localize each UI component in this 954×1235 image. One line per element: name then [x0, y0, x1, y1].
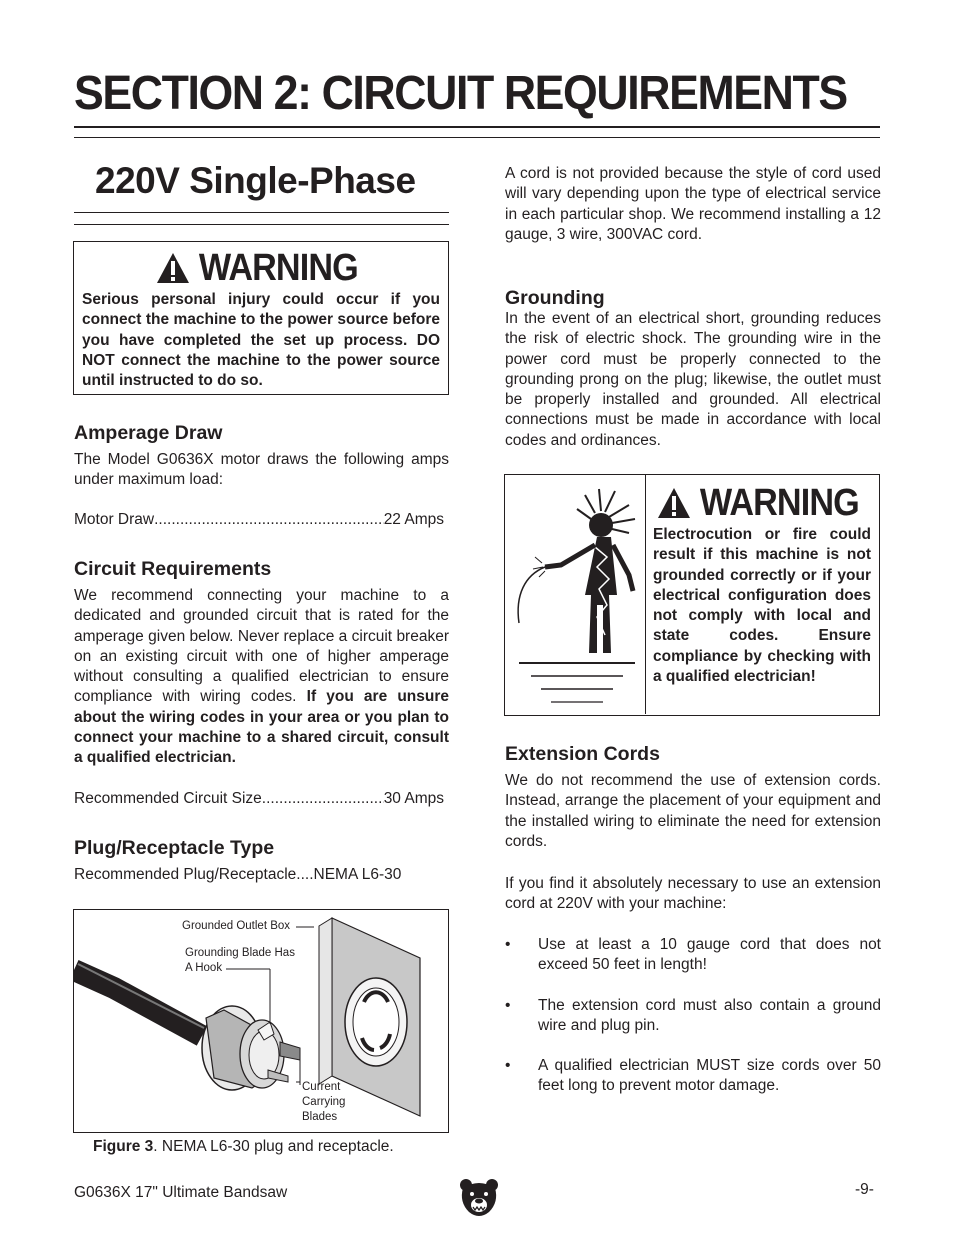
warning-box-setup: [73, 241, 449, 395]
figure-caption: [93, 1137, 394, 1157]
list-item: [505, 996, 881, 1037]
callout-grounded-outlet-box: Grounded Outlet Box: [182, 920, 291, 932]
page-number: -9-: [855, 1181, 874, 1198]
title-rule-bottom: [74, 137, 880, 138]
extension-heading: Extension Cords: [505, 743, 660, 765]
warning-triangle-icon: [156, 252, 190, 284]
callout-current-line3: Blades: [302, 1111, 338, 1123]
bullet-text: A qualified electrician MUST size cords over 50 feet long to prevent motor damage.: [538, 1057, 881, 1095]
electrocution-image-panel: [505, 475, 646, 714]
nema-plug-receptacle-illustration: [74, 910, 447, 1131]
grounding-heading: Grounding: [505, 287, 605, 309]
amperage-heading: Amperage Draw: [74, 422, 223, 444]
amperage-text: The Model G0636X motor draws the following amps under maximum load:: [74, 451, 449, 489]
subsection-rule-bottom: [74, 224, 449, 225]
warning-text: Serious personal injury could occur if you connect the machine to the power source before you have completed the set up process. DO NOT connect the machine to the power source until instructed to do so.: [82, 291, 440, 390]
circuit-text: [74, 586, 449, 769]
warning-content: [653, 483, 871, 687]
warning-label: WARNING: [198, 247, 358, 289]
bullet-text: Use at least a 10 gauge cord that does not exceed 50 feet in length!: [538, 936, 881, 974]
dot-leader: [154, 510, 384, 530]
warning-header: [82, 248, 440, 288]
motor-draw-spec: [74, 510, 444, 530]
circuit-size-value: 30 Amps: [383, 790, 444, 807]
callout-grounding-blade-line2: A Hook: [185, 962, 223, 974]
bullet-text: The extension cord must also contain a ground wire and plug pin.: [538, 997, 881, 1035]
warning-triangle-icon: [657, 487, 691, 519]
circuit-text-bold: If you are unsure about the wiring codes in your area or you plan to connect your machine to a shared circuit, consult a qualified electrician.: [74, 688, 449, 767]
list-item: [505, 935, 881, 976]
extension-para-2: If you find it absolutely necessary to use an extension cord at 220V with your machine:: [505, 875, 881, 913]
circuit-size-spec: [74, 789, 444, 809]
callout-grounding-blade-line1: Grounding Blade Has: [185, 947, 295, 959]
dot-leader: [262, 789, 384, 809]
circuit-size-label: Recommended Circuit Size: [74, 790, 262, 807]
bullet-mark: •: [505, 936, 511, 953]
subsection-rule-top: [74, 212, 449, 213]
bullet-mark: •: [505, 997, 511, 1014]
bear-logo-icon: [459, 1178, 499, 1220]
warning-label: WARNING: [699, 482, 859, 524]
electrocution-figure-icon: [505, 475, 645, 714]
circuit-text-regular: We recommend connecting your machine to a dedicated and grounded circuit that is rated for the amperage given below. Never replace a circuit breaker on an existing circuit with one of higher amperage without consulting a qualified electrician to ensure compliance with wiring codes.: [74, 587, 449, 706]
grounding-text: In the event of an electrical short, grounding reduces the risk of electric shock. The grounding wire in the power cord must be properly connected to the grounding prong on the plug; likewise, the outlet must be properly installed and grounded. All electrical connections must be made in accordance with local codes and ordinances.: [505, 310, 881, 449]
subsection-title: 220V Single-Phase: [95, 160, 416, 201]
warning-box-electrocution: [504, 474, 880, 716]
warning-header: [653, 483, 871, 523]
circuit-heading: Circuit Requirements: [74, 558, 272, 580]
plug-heading: Plug/Receptacle Type: [74, 837, 275, 859]
figure-caption-label: Figure 3: [93, 1138, 154, 1155]
warning-text: Electrocution or fire could result if this machine is not grounded correctly or if your electrical configuration does not comply with local and state codes. Ensure compliance by checking with a qualified electrician!: [653, 526, 871, 686]
motor-draw-value: 22 Amps: [383, 511, 444, 528]
extension-para-1: We do not recommend the use of extension cords. Instead, arrange the placement of your equipment and the installed wiring to eliminate the need for extension cords.: [505, 772, 881, 850]
figure-caption-text: . NEMA L6-30 plug and receptacle.: [153, 1138, 394, 1155]
section-title: SECTION 2: CIRCUIT REQUIREMENTS: [74, 67, 847, 120]
figure-3-box: [73, 909, 449, 1133]
callout-current-line1: Current: [302, 1081, 341, 1093]
footer-product-name: G0636X 17" Ultimate Bandsaw: [74, 1184, 288, 1201]
bullet-mark: •: [505, 1057, 511, 1074]
title-rule-top: [74, 126, 880, 128]
plug-text: Recommended Plug/Receptacle....NEMA L6-30: [74, 866, 402, 883]
motor-draw-label: Motor Draw: [74, 511, 155, 528]
cord-intro-text: A cord is not provided because the style of cord used will vary depending upon the type of electrical service in each particular shop. We recommend installing a 12 gauge, 3 wire, 300VAC cord.: [505, 165, 881, 243]
list-item: [505, 1056, 881, 1097]
callout-current-line2: Carrying: [302, 1096, 346, 1108]
